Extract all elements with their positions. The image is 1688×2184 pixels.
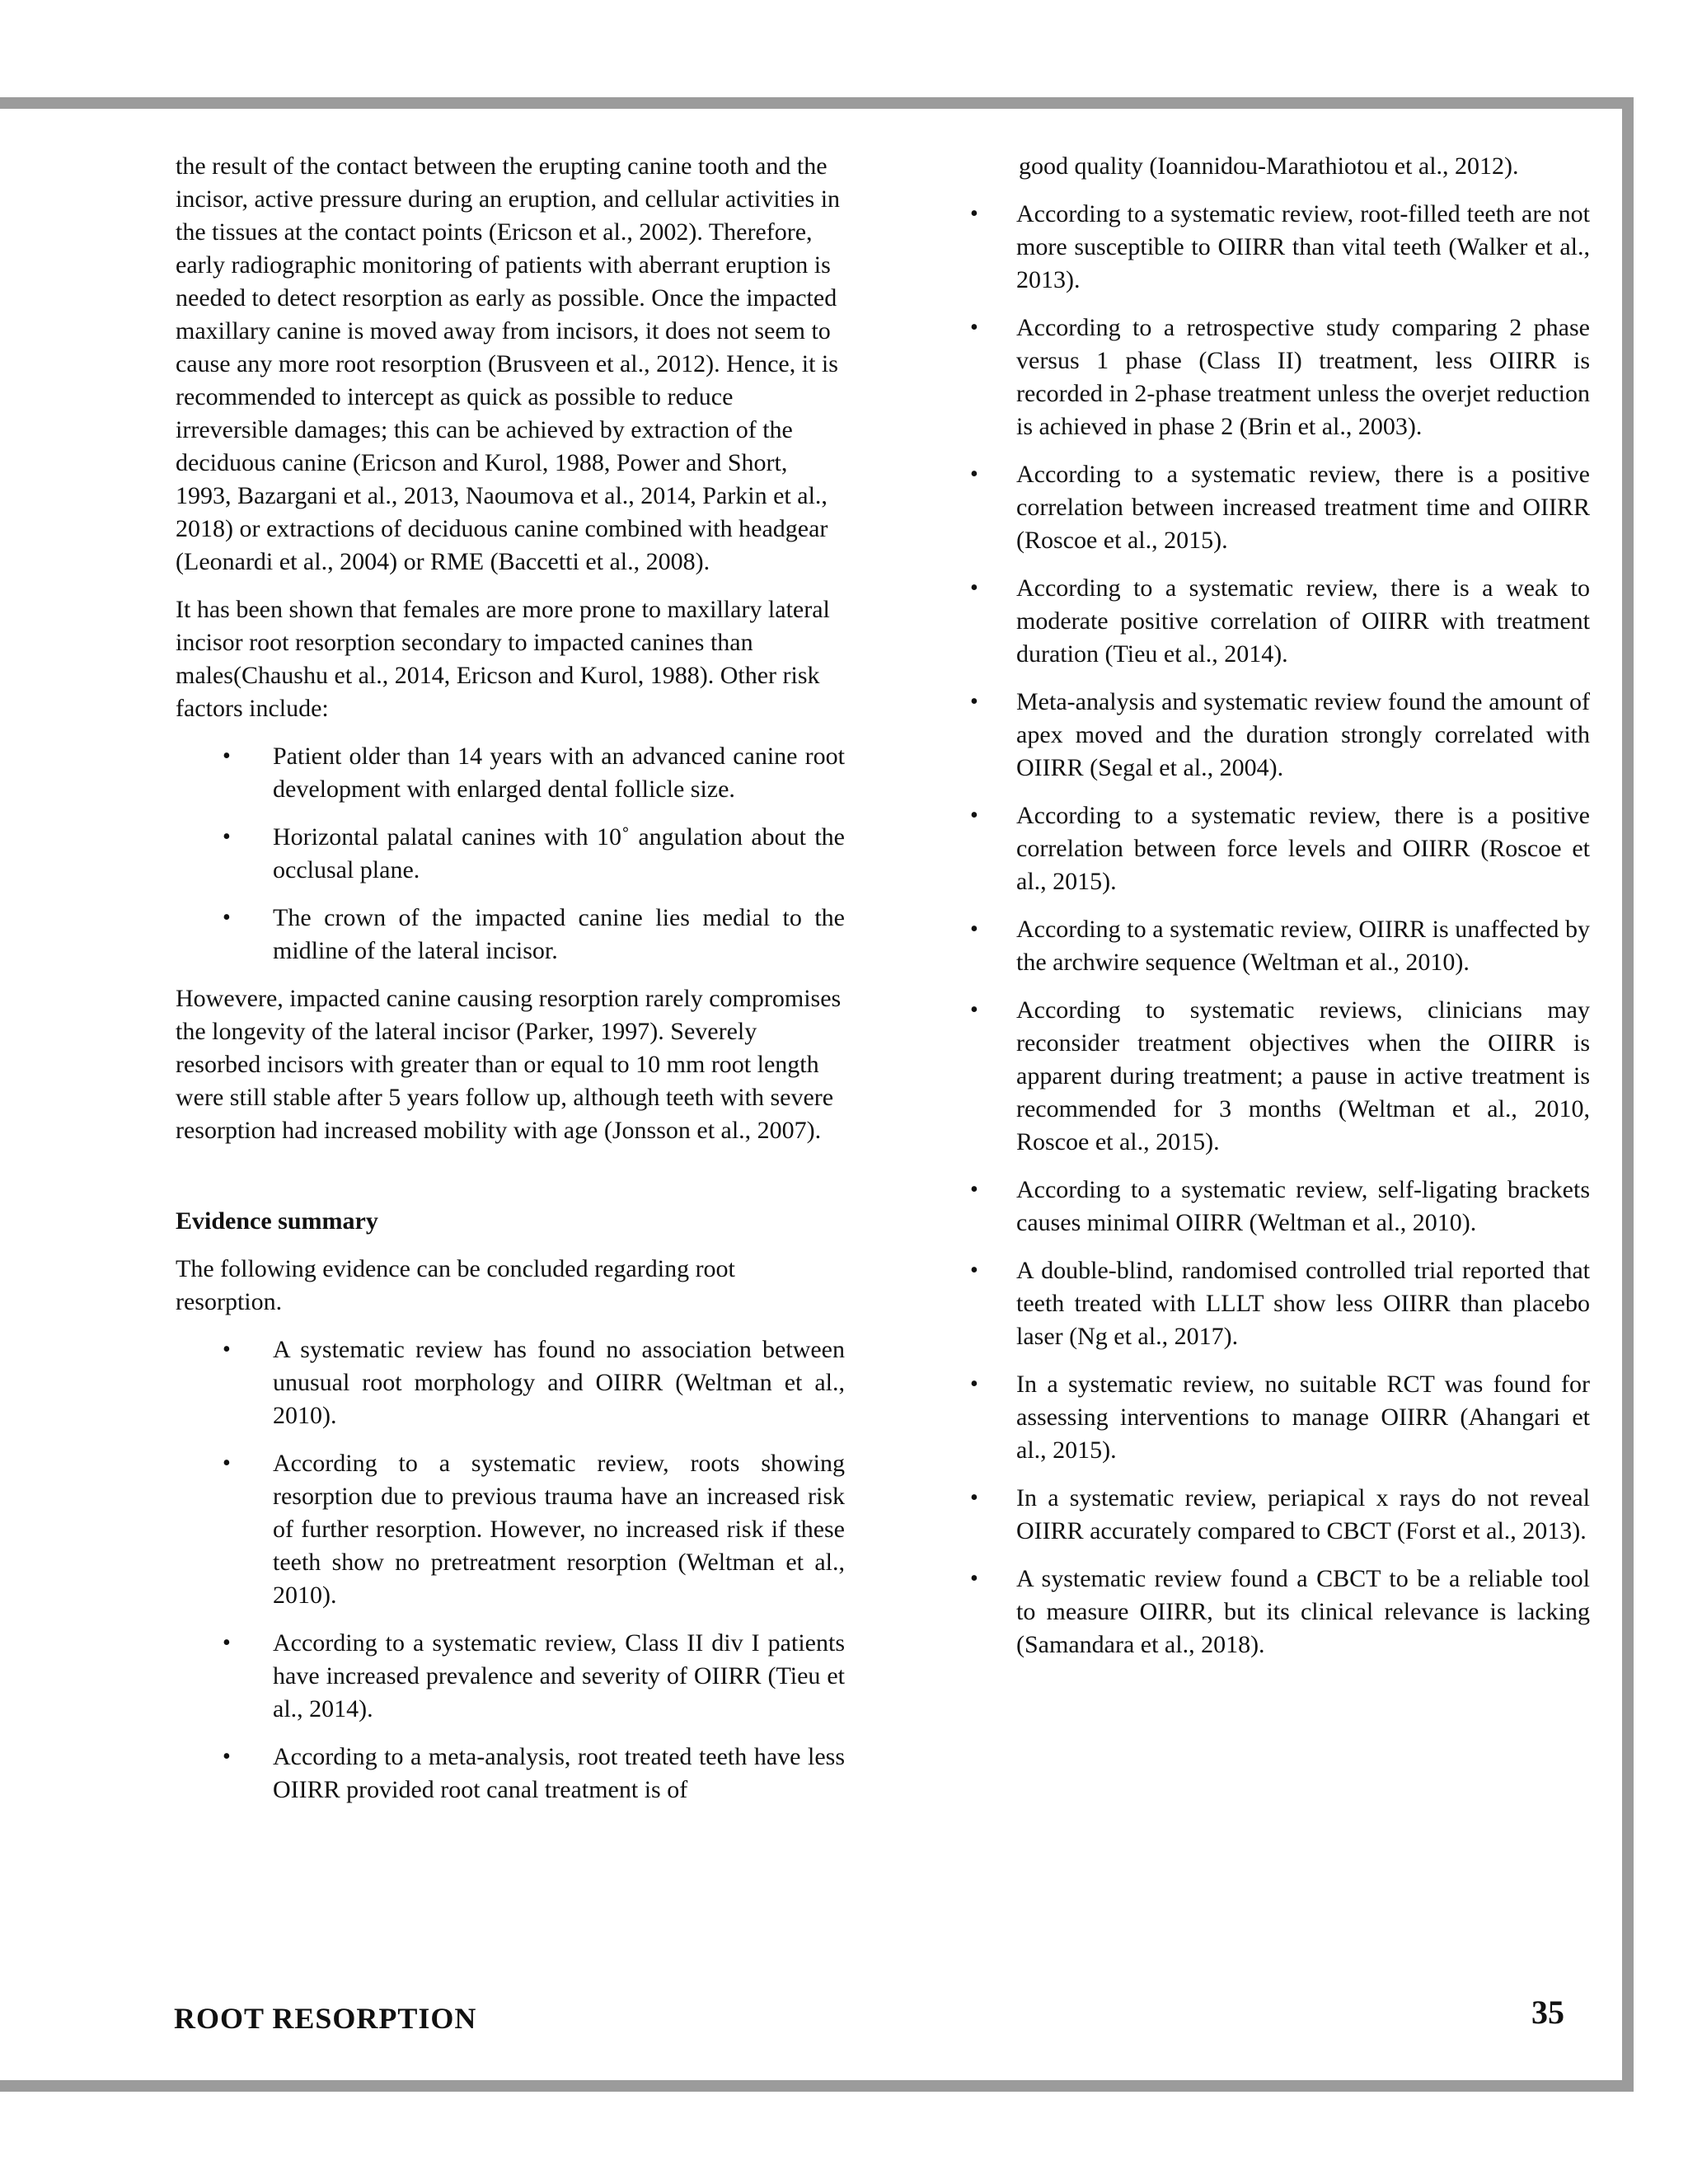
list-item: • According to a systematic review, there is a positive correlation between increased treatment time and OIIRR (Roscoe et al., 2015).: [1016, 458, 1590, 557]
evidence-intro: The following evidence can be concluded regarding root resorption.: [176, 1255, 735, 1315]
list-item: • According to a systematic review, there is a positive correlation between force levels and OIIRR (Roscoe et al., 2015).: [1016, 799, 1590, 898]
list-item: • According to a systematic review, root-filled teeth are not more susceptible to OIIRR than vital teeth (Walker et al., 2013).: [1016, 198, 1590, 297]
page-frame-bottom: [0, 2080, 1634, 2092]
right-column: [1016, 150, 1590, 1676]
evidence-list-left: [273, 1333, 845, 1807]
risk-factors-list: [273, 740, 845, 968]
left-column: [176, 150, 845, 1821]
list-item: • A double-blind, randomised controlled trial reported that teeth treated with LLLT show less OIIRR than placebo laser (Ng et al., 2017).: [1016, 1254, 1590, 1353]
females-paragraph: It has been shown that females are more prone to maxillary lateral incisor root resorption secondary to impacted canines than males(Chaushu et al., 2014, Ericson and Kurol, 1988). Other risk factors include:: [176, 596, 830, 722]
list-item: • According to a systematic review, OIIRR is unaffected by the archwire sequence (Weltman et al., 2010).: [1016, 913, 1590, 979]
list-item: • A systematic review has found no association between unusual root morphology and OIIRR (Weltman et al., 2010).: [273, 1333, 845, 1432]
list-item: • According to a systematic review, Class II div I patients have increased prevalence and severity of OIIRR (Tieu et al., 2014).: [273, 1627, 845, 1726]
list-item: • The crown of the impacted canine lies medial to the midline of the lateral incisor.: [273, 902, 845, 968]
however-paragraph: Howevere, impacted canine causing resorption rarely compromises the longevity of the lateral incisor (Parker, 1997). Severely resorbed incisors with greater than or equal to 10 mm root length were still stable after 5 years follow up, although teeth with severe resorption had increased mobility with age (Jonsson et al., 2007).: [176, 985, 842, 1144]
list-item: • According to a systematic review, roots showing resorption due to previous trauma have an increased risk of further resorption. However, no increased risk if these teeth show no pretreatment resorption (Weltman et al., 2010).: [273, 1447, 845, 1612]
list-item: • A systematic review found a CBCT to be a reliable tool to measure OIIRR, but its clinical relevance is lacking (Samandara et al., 2018).: [1016, 1563, 1590, 1661]
page-frame-top: [0, 97, 1634, 109]
evidence-list-right: [1016, 198, 1590, 1661]
list-item: • Meta-analysis and systematic review found the amount of apex moved and the duration strongly correlated with OIIRR (Segal et al., 2004).: [1016, 686, 1590, 785]
page-number: 35: [1531, 1994, 1564, 2031]
page-frame-right: [1622, 97, 1634, 2092]
list-item: • In a systematic review, no suitable RCT was found for assessing interventions to manage OIIRR (Ahangari et al., 2015).: [1016, 1368, 1590, 1467]
continuation-text: good quality (Ioannidou-Marathiotou et al., 2012).: [1019, 152, 1519, 180]
list-item: • Horizontal palatal canines with 10˚ angulation about the occlusal plane.: [273, 821, 845, 887]
intro-paragraph: the result of the contact between the erupting canine tooth and the incisor, active pressure during an eruption, and cellular activities in the tissues at the contact points (Ericson et al., 2002). Therefore, early radiographic monitoring of patients with aberrant eruption is needed to detect resorption as early as possible. Once the impacted maxillary canine is moved away from incisors, it does not seem to cause any more root resorption (Brusveen et al., 2012). Hence, it is recommended to intercept as quick as possible to reduce irreversible damages; this can be achieved by extraction of the deciduous canine (Ericson and Kurol, 1988, Power and Short, 1993, Bazargani et al., 2013, Naoumova et al., 2014, Parkin et al., 2018) or extractions of deciduous canine combined with headgear (Leonardi et al., 2004) or RME (Baccetti et al., 2008).: [176, 152, 841, 575]
list-item: • According to a systematic review, self-ligating brackets causes minimal OIIRR (Weltman et al., 2010).: [1016, 1174, 1590, 1240]
list-item: • Patient older than 14 years with an advanced canine root development with enlarged dental follicle size.: [273, 740, 845, 806]
list-item: • According to a retrospective study comparing 2 phase versus 1 phase (Class II) treatment, less OIIRR is recorded in 2-phase treatment unless the overjet reduction is achieved in phase 2 (Brin et al., 2003).: [1016, 312, 1590, 443]
list-item: • According to systematic reviews, clinicians may reconsider treatment objectives when the OIIRR is apparent during treatment; a pause in active treatment is recommended for 3 months (Weltman et al., 2010, Roscoe et al., 2015).: [1016, 994, 1590, 1159]
evidence-summary-heading: Evidence summary: [176, 1207, 378, 1235]
footer-title: ROOT RESORPTION: [174, 2002, 477, 2035]
list-item: • In a systematic review, periapical x rays do not reveal OIIRR accurately compared to CBCT (Forst et al., 2013).: [1016, 1482, 1590, 1548]
list-item: • According to a systematic review, there is a weak to moderate positive correlation of OIIRR with treatment duration (Tieu et al., 2014).: [1016, 572, 1590, 671]
list-item: • According to a meta-analysis, root treated teeth have less OIIRR provided root canal treatment is of: [273, 1741, 845, 1807]
